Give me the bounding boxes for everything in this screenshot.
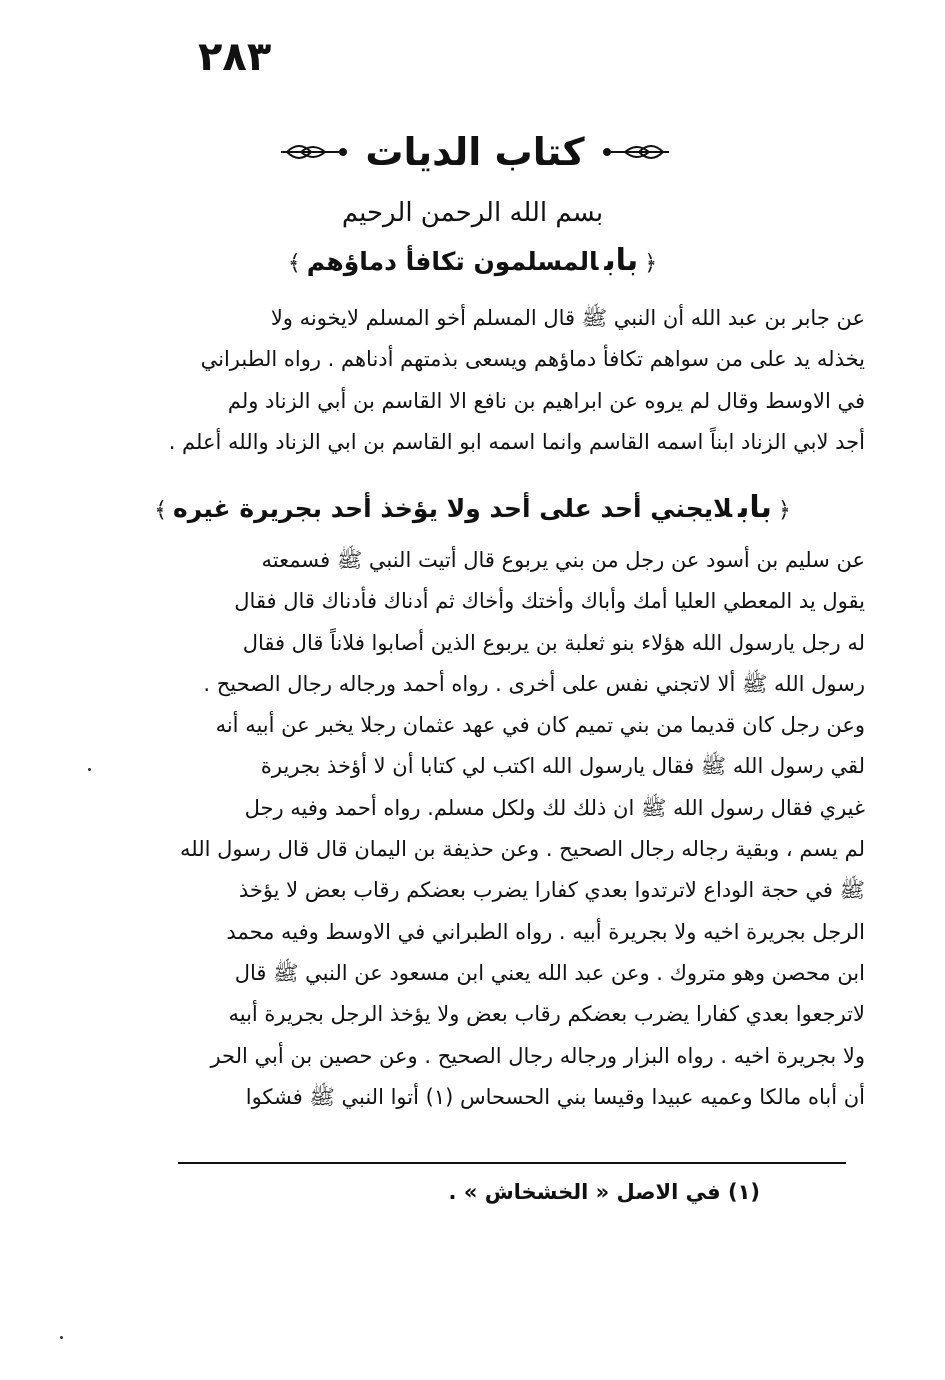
text-line: عن جابر بن عبد الله أن النبي ﷺ قال المسلم أخو المسلم لايخونه ولا: [270, 306, 865, 330]
chapter-1-bab: باب: [604, 243, 639, 278]
text-line: رسول الله ﷺ ألا لاتجني نفس على أخرى . رواه أحمد ورجاله رجال الصحيح .: [203, 671, 865, 696]
chapter-2-heading: [60, 490, 885, 525]
text-line: في الاوسط وقال لم يروه عن ابراهيم بن نافع الا القاسم بن أبي الزناد ولم: [227, 388, 865, 413]
chapter-1-heading: [60, 243, 885, 278]
text-line: لاترجعوا بعدي كفارا يضرب بعضكم رقاب بعض ولا يؤخذ الرجل بجريرة أبيه: [228, 1002, 865, 1027]
text-line: وعن رجل كان قديما من بني تميم كان في عهد عثمان رجلا يخبر عن أبيه أنه: [215, 713, 865, 738]
page-number: ٢٨٣: [198, 34, 272, 80]
left-ornament-icon: [599, 137, 671, 167]
heading-bracket-icon: ﴿: [777, 498, 791, 523]
footnote: (١) في الاصل « الخشخاش » .: [448, 1180, 760, 1204]
chapter-2-text: [155, 540, 865, 1118]
text-line: لم يسم ، وبقية رجاله رجال الصحيح . وعن حذيفة بن اليمان قال قال رسول الله: [180, 837, 865, 862]
text-line: الرجل بجريرة اخيه ولا بجريرة أبيه . رواه الطبراني في الاوسط وفيه محمد: [226, 919, 865, 944]
footnote-divider: [178, 1162, 846, 1164]
scan-speck: [60, 1336, 63, 1339]
chapter-1-title: المسلمون تكافأ دماؤهم: [306, 247, 599, 276]
chapter-2-bab: باب: [738, 490, 772, 525]
text-line: أن أباه مالكا وعميه عبيدا وقيسا بني الحسحاس (١) أتوا النبي ﷺ فشكوا: [245, 1084, 865, 1109]
text-line: أجد لابي الزناد ابناً اسمه القاسم وانما اسمه ابو القاسم بن ابي الزناد والله أعلم .: [168, 429, 865, 454]
chapter-1-text: [155, 298, 865, 463]
text-line: له رجل يارسول الله هؤلاء بنو ثعلبة بن يربوع الذين أصابوا فلاناً قال فقال: [242, 630, 865, 655]
text-line: يخذله يد على من سواهم تكافأ دماؤهم ويسعى بذمتهم أدناهم . رواه الطبراني: [200, 347, 865, 372]
scan-speck: [88, 768, 91, 771]
text-line: ولا بجريرة اخيه . رواه البزار ورجاله رجال الصحيح . وعن حصين بن أبي الحر: [210, 1043, 865, 1068]
book-title: كتاب الديات: [365, 130, 585, 174]
heading-bracket-icon: ﴿: [644, 251, 658, 276]
text-line: ﷺ في حجة الوداع لاترتدوا بعدي كفارا يضرب بعضكم رقاب بعض لا يؤخذ: [238, 878, 865, 903]
text-line: لقي رسول الله ﷺ فقال يارسول الله اكتب لي كتابا أن لا أؤخذ بجريرة: [260, 754, 865, 779]
book-title-heading: [260, 122, 690, 182]
basmala: بسم الله الرحمن الرحيم: [341, 198, 604, 228]
chapter-2-title: لايجني أحد على أحد ولا يؤخذ أحد بجريرة غيره: [173, 494, 733, 523]
text-line: يقول يد المعطي العليا أمك وأباك وأختك وأخاك ثم أدناك فأدناك قال فقال: [234, 589, 865, 614]
heading-bracket-icon: ﴾: [287, 251, 301, 276]
heading-bracket-icon: ﴾: [154, 498, 168, 523]
text-line: ابن محصن وهو متروك . وعن عبد الله يعني ابن مسعود عن النبي ﷺ قال: [234, 960, 865, 985]
right-ornament-icon: [279, 137, 351, 167]
text-line: غيري فقال رسول الله ﷺ ان ذلك لك ولكل مسلم. رواه أحمد وفيه رجل: [244, 795, 865, 820]
text-line: عن سليم بن أسود عن رجل من بني يربوع قال أتيت النبي ﷺ فسمعته: [261, 548, 865, 572]
